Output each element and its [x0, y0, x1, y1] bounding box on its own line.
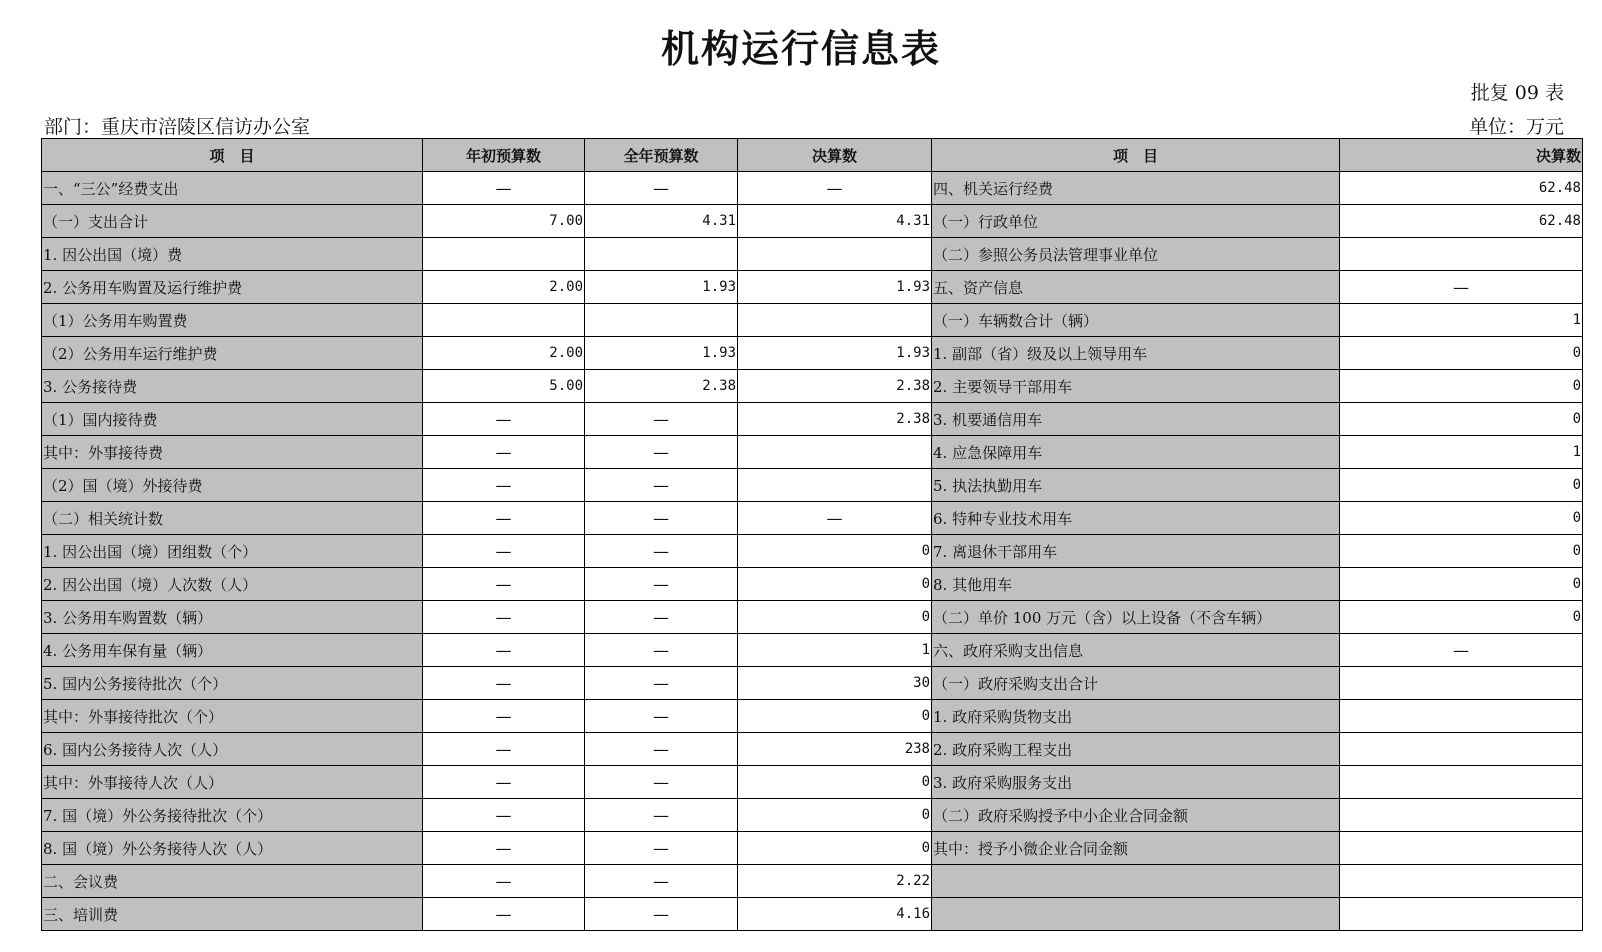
- header-left-item: 项 目: [42, 139, 423, 172]
- initial-budget-cell: —: [423, 667, 585, 700]
- left-item-cell: （2）公务用车运行维护费: [42, 337, 423, 370]
- full-year-budget-cell: 4.31: [585, 205, 738, 238]
- initial-budget-cell: —: [423, 469, 585, 502]
- right-final-cell: 0: [1340, 568, 1583, 601]
- full-year-budget-cell: —: [585, 733, 738, 766]
- right-final-cell: [1340, 766, 1583, 799]
- info-table: [41, 138, 1583, 931]
- left-item-cell: （1）公务用车购置费: [42, 304, 423, 337]
- right-item-cell: [932, 865, 1340, 898]
- left-item-cell: 二、会议费: [42, 865, 423, 898]
- right-final-cell: 0: [1340, 601, 1583, 634]
- left-item-cell: 其中：外事接待费: [42, 436, 423, 469]
- right-final-cell: 1: [1340, 304, 1583, 337]
- table-row: [42, 436, 1583, 469]
- left-item-cell: （1）国内接待费: [42, 403, 423, 436]
- full-year-budget-cell: —: [585, 568, 738, 601]
- table-row: [42, 271, 1583, 304]
- right-final-cell: [1340, 238, 1583, 271]
- left-item-cell: 3. 公务用车购置数（辆）: [42, 601, 423, 634]
- table-row: [42, 865, 1583, 898]
- full-year-budget-cell: —: [585, 865, 738, 898]
- right-final-cell: [1340, 799, 1583, 832]
- full-year-budget-cell: —: [585, 898, 738, 931]
- initial-budget-cell: —: [423, 601, 585, 634]
- initial-budget-cell: —: [423, 898, 585, 931]
- right-final-cell: [1340, 865, 1583, 898]
- full-year-budget-cell: —: [585, 667, 738, 700]
- right-item-cell: （二）参照公务员法管理事业单位: [932, 238, 1340, 271]
- final-account-cell: —: [738, 502, 932, 535]
- left-item-cell: 3. 公务接待费: [42, 370, 423, 403]
- left-item-cell: （一）支出合计: [42, 205, 423, 238]
- initial-budget-cell: —: [423, 502, 585, 535]
- left-item-cell: 8. 国（境）外公务接待人次（人）: [42, 832, 423, 865]
- final-account-cell: 0: [738, 700, 932, 733]
- department-label: 部门：重庆市涪陵区信访办公室: [44, 116, 311, 138]
- table-row: [42, 766, 1583, 799]
- table-row: [42, 568, 1583, 601]
- right-item-cell: 4. 应急保障用车: [932, 436, 1340, 469]
- final-account-cell: 238: [738, 733, 932, 766]
- full-year-budget-cell: —: [585, 436, 738, 469]
- table-row: [42, 535, 1583, 568]
- table-row: [42, 832, 1583, 865]
- right-item-cell: 8. 其他用车: [932, 568, 1340, 601]
- left-item-cell: 一、“三公”经费支出: [42, 172, 423, 205]
- right-item-cell: 6. 特种专业技术用车: [932, 502, 1340, 535]
- initial-budget-cell: [423, 238, 585, 271]
- right-final-cell: 62.48: [1340, 172, 1583, 205]
- initial-budget-cell: —: [423, 832, 585, 865]
- initial-budget-cell: 5.00: [423, 370, 585, 403]
- right-item-cell: （二）政府采购授予中小企业合同金额: [932, 799, 1340, 832]
- final-account-cell: 30: [738, 667, 932, 700]
- right-item-cell: 其中：授予小微企业合同金额: [932, 832, 1340, 865]
- initial-budget-cell: —: [423, 799, 585, 832]
- right-item-cell: 7. 离退休干部用车: [932, 535, 1340, 568]
- final-account-cell: 2.38: [738, 403, 932, 436]
- header-full-year-budget: 全年预算数: [585, 139, 738, 172]
- right-final-cell: [1340, 733, 1583, 766]
- initial-budget-cell: —: [423, 865, 585, 898]
- final-account-cell: 0: [738, 766, 932, 799]
- right-item-cell: （一）政府采购支出合计: [932, 667, 1340, 700]
- left-item-cell: （2）国（境）外接待费: [42, 469, 423, 502]
- full-year-budget-cell: 1.93: [585, 337, 738, 370]
- left-item-cell: 2. 公务用车购置及运行维护费: [42, 271, 423, 304]
- full-year-budget-cell: 1.93: [585, 271, 738, 304]
- table-row: [42, 370, 1583, 403]
- final-account-cell: [738, 304, 932, 337]
- table-row: [42, 469, 1583, 502]
- left-item-cell: 其中：外事接待人次（人）: [42, 766, 423, 799]
- right-item-cell: 2. 政府采购工程支出: [932, 733, 1340, 766]
- final-account-cell: 0: [738, 799, 932, 832]
- table-row: [42, 238, 1583, 271]
- full-year-budget-cell: —: [585, 766, 738, 799]
- table-row: [42, 304, 1583, 337]
- right-final-cell: [1340, 898, 1583, 931]
- left-item-cell: 其中：外事接待批次（个）: [42, 700, 423, 733]
- full-year-budget-cell: —: [585, 469, 738, 502]
- right-final-cell: 0: [1340, 469, 1583, 502]
- unit-label: 单位：万元: [1468, 116, 1564, 138]
- full-year-budget-cell: —: [585, 535, 738, 568]
- table-row: [42, 898, 1583, 931]
- final-account-cell: 2.38: [738, 370, 932, 403]
- right-item-cell: （一）行政单位: [932, 205, 1340, 238]
- right-final-cell: 0: [1340, 403, 1583, 436]
- table-row: [42, 700, 1583, 733]
- right-final-cell: [1340, 832, 1583, 865]
- full-year-budget-cell: [585, 304, 738, 337]
- full-year-budget-cell: —: [585, 799, 738, 832]
- initial-budget-cell: —: [423, 436, 585, 469]
- right-item-cell: 2. 主要领导干部用车: [932, 370, 1340, 403]
- header-initial-budget: 年初预算数: [423, 139, 585, 172]
- table-row: [42, 502, 1583, 535]
- initial-budget-cell: 2.00: [423, 337, 585, 370]
- right-final-cell: 62.48: [1340, 205, 1583, 238]
- table-row: [42, 337, 1583, 370]
- table-row: [42, 799, 1583, 832]
- left-item-cell: 5. 国内公务接待批次（个）: [42, 667, 423, 700]
- right-final-cell: 0: [1340, 337, 1583, 370]
- right-item-cell: 五、资产信息: [932, 271, 1340, 304]
- right-final-cell: —: [1340, 634, 1583, 667]
- initial-budget-cell: —: [423, 634, 585, 667]
- right-final-cell: [1340, 667, 1583, 700]
- right-item-cell: （二）单价 100 万元（含）以上设备（不含车辆）: [932, 601, 1340, 634]
- full-year-budget-cell: —: [585, 700, 738, 733]
- full-year-budget-cell: —: [585, 601, 738, 634]
- right-final-cell: [1340, 700, 1583, 733]
- initial-budget-cell: [423, 304, 585, 337]
- right-item-cell: （一）车辆数合计（辆）: [932, 304, 1340, 337]
- initial-budget-cell: —: [423, 172, 585, 205]
- final-account-cell: 2.22: [738, 865, 932, 898]
- final-account-cell: [738, 238, 932, 271]
- initial-budget-cell: —: [423, 700, 585, 733]
- initial-budget-cell: —: [423, 568, 585, 601]
- header-row: [42, 139, 1583, 172]
- final-account-cell: —: [738, 172, 932, 205]
- final-account-cell: 1: [738, 634, 932, 667]
- page-title: 机构运行信息表: [660, 27, 941, 71]
- final-account-cell: [738, 469, 932, 502]
- full-year-budget-cell: [585, 238, 738, 271]
- right-item-cell: 四、机关运行经费: [932, 172, 1340, 205]
- full-year-budget-cell: —: [585, 172, 738, 205]
- final-account-cell: 0: [738, 535, 932, 568]
- final-account-cell: 4.31: [738, 205, 932, 238]
- right-final-cell: 0: [1340, 535, 1583, 568]
- initial-budget-cell: —: [423, 733, 585, 766]
- header-right-item: 项 目: [932, 139, 1340, 172]
- final-account-cell: 1.93: [738, 337, 932, 370]
- header-final-account: 决算数: [738, 139, 932, 172]
- right-final-cell: 0: [1340, 370, 1583, 403]
- final-account-cell: 0: [738, 568, 932, 601]
- full-year-budget-cell: —: [585, 832, 738, 865]
- right-item-cell: 5. 执法执勤用车: [932, 469, 1340, 502]
- left-item-cell: 1. 因公出国（境）团组数（个）: [42, 535, 423, 568]
- left-item-cell: 1. 因公出国（境）费: [42, 238, 423, 271]
- right-item-cell: 3. 机要通信用车: [932, 403, 1340, 436]
- full-year-budget-cell: —: [585, 502, 738, 535]
- right-final-cell: 0: [1340, 502, 1583, 535]
- left-item-cell: （二）相关统计数: [42, 502, 423, 535]
- left-item-cell: 三、培训费: [42, 898, 423, 931]
- final-account-cell: 0: [738, 601, 932, 634]
- right-item-cell: [932, 898, 1340, 931]
- left-item-cell: 7. 国（境）外公务接待批次（个）: [42, 799, 423, 832]
- right-item-cell: 3. 政府采购服务支出: [932, 766, 1340, 799]
- full-year-budget-cell: 2.38: [585, 370, 738, 403]
- table-row: [42, 634, 1583, 667]
- right-item-cell: 六、政府采购支出信息: [932, 634, 1340, 667]
- left-item-cell: 6. 国内公务接待人次（人）: [42, 733, 423, 766]
- header-right-final: 决算数: [1340, 139, 1583, 172]
- right-item-cell: 1. 政府采购货物支出: [932, 700, 1340, 733]
- initial-budget-cell: —: [423, 766, 585, 799]
- form-number: 批复 09 表: [1470, 82, 1564, 104]
- final-account-cell: [738, 436, 932, 469]
- final-account-cell: 0: [738, 832, 932, 865]
- final-account-cell: 4.16: [738, 898, 932, 931]
- full-year-budget-cell: —: [585, 634, 738, 667]
- left-item-cell: 2. 因公出国（境）人次数（人）: [42, 568, 423, 601]
- initial-budget-cell: —: [423, 403, 585, 436]
- final-account-cell: 1.93: [738, 271, 932, 304]
- initial-budget-cell: —: [423, 535, 585, 568]
- table-row: [42, 667, 1583, 700]
- right-final-cell: 1: [1340, 436, 1583, 469]
- full-year-budget-cell: —: [585, 403, 738, 436]
- table-row: [42, 172, 1583, 205]
- table-row: [42, 733, 1583, 766]
- right-item-cell: 1. 副部（省）级及以上领导用车: [932, 337, 1340, 370]
- table-row: [42, 205, 1583, 238]
- initial-budget-cell: 2.00: [423, 271, 585, 304]
- initial-budget-cell: 7.00: [423, 205, 585, 238]
- table-row: [42, 403, 1583, 436]
- right-final-cell: —: [1340, 271, 1583, 304]
- left-item-cell: 4. 公务用车保有量（辆）: [42, 634, 423, 667]
- table-row: [42, 601, 1583, 634]
